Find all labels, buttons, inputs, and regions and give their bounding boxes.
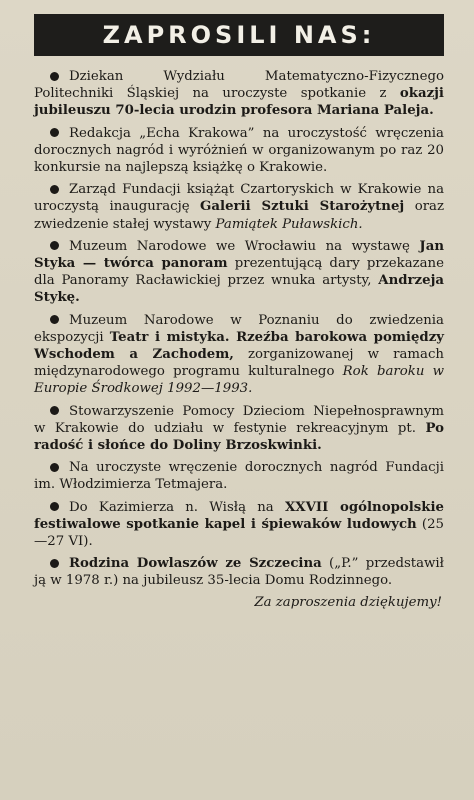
bullet-icon [50, 72, 59, 81]
bullet-icon [50, 185, 59, 194]
list-item [34, 312, 444, 398]
item-text: okazji jubileuszu 70-lecia urodzin profesora Mariana Paleja. [34, 86, 444, 119]
item-text: zorganizowanej w ramach międzynarodowego programu kulturalnego [34, 347, 444, 380]
bullet-icon [50, 406, 59, 415]
list-item [34, 403, 444, 455]
bullet-icon [50, 559, 59, 568]
bullet-icon [50, 128, 59, 137]
list-item [34, 125, 444, 177]
item-text: Po radość i słońce do Doliny Brzoskwinki. [34, 420, 444, 454]
item-text: Stowarzyszenie Pomocy Dzieciom Niepełnosprawnym w Krakowie do udziału w festynie rekreacyjnym pt. [34, 403, 444, 436]
item-text: Jan Styka — twórca panoram [34, 238, 444, 272]
item-text: XXVII ogólnopolskie festiwalowe spotkanie kapel i śpiewaków ludowych [34, 499, 444, 532]
invitation-list [34, 68, 444, 590]
bullet-icon [50, 463, 59, 472]
item-text: prezentującą dary przekazane dla Panoramy Racławickiej przez wnuka artysty, [34, 256, 444, 289]
item-text: Zarząd Fundacji książąt Czartoryskich w Krakowie na uroczystą inaugurację [34, 182, 444, 215]
list-item [34, 555, 444, 589]
item-text: Rodzina Dowlaszów ze Szczecina [69, 556, 322, 572]
item-text: Dziekan Wydziału Matematyczno-Fizycznego Politechniki Śląskiej na uroczyste spotkanie z [34, 69, 444, 102]
item-text: Redakcja „Echa Krakowa” na uroczystość wręczenia dorocznych nagród i wyróżnień w organizowanym po raz 20 konkursie na najlepszą książkę o Krakowie. [34, 125, 444, 176]
item-text: oraz zwiedzenie stałej wystawy [34, 199, 444, 232]
bullet-icon [50, 315, 59, 324]
item-text: Na uroczyste wręczenie dorocznych nagród Fundacji im. Włodzimierza Tetmajera. [34, 460, 444, 493]
bullet-icon [50, 241, 59, 250]
closing-note: Za zaproszenia dziękujemy! [254, 594, 442, 610]
item-text: (25—27 VI). [34, 516, 444, 550]
bullet-icon [50, 502, 59, 511]
item-text: Muzeum Narodowe we Wrocławiu na wystawę [69, 238, 420, 254]
item-text: Andrzeja Stykę. [34, 273, 444, 306]
list-item [34, 181, 444, 233]
page-title: ZAPROSILI NAS: [34, 14, 444, 56]
item-text: („P.” przedstawił ją w 1978 r.) na jubileusz 35-lecia Domu Rodzinnego. [34, 556, 444, 589]
item-text: Teatr i mistyka. Rzeźba barokowa pomiędzy Wschodem a Zachodem, [34, 329, 444, 363]
item-text: Do Kazimierza n. Wisłą na [69, 499, 285, 515]
list-item [34, 68, 444, 120]
item-text: Pamiątek Puławskich. [215, 216, 363, 232]
item-text: Rok baroku w Europie Środkowej 1992—1993. [34, 364, 444, 397]
item-text: Muzeum Narodowe w Poznaniu do zwiedzenia ekspozycji [34, 312, 444, 345]
list-item [34, 238, 444, 307]
item-text: Galerii Sztuki Starożytnej [200, 199, 405, 215]
list-item [34, 459, 444, 493]
list-item [34, 499, 444, 551]
